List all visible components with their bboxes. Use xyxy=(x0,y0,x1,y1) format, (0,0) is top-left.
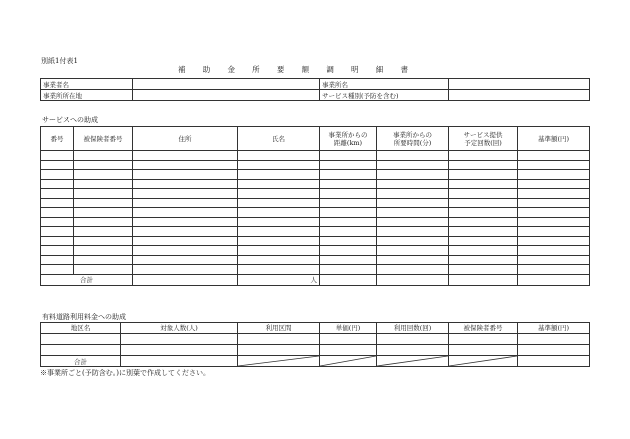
entry-cell[interactable] xyxy=(74,189,133,199)
services-total-cell[interactable] xyxy=(320,274,377,285)
services-total-label: 合計 xyxy=(41,274,133,285)
table-row xyxy=(41,189,590,199)
entry-cell[interactable] xyxy=(133,198,238,208)
toll-cell[interactable] xyxy=(377,345,449,356)
toll-cell[interactable] xyxy=(518,334,590,345)
entry-cell[interactable] xyxy=(74,255,133,265)
entry-cell[interactable] xyxy=(41,198,74,208)
entry-cell[interactable] xyxy=(449,198,518,208)
entry-cell[interactable] xyxy=(449,179,518,189)
table-row xyxy=(41,255,590,265)
entry-cell[interactable] xyxy=(518,179,590,189)
entry-cell[interactable] xyxy=(133,151,238,161)
footnote: ※事業所ごと(予防含む。)に別葉で作成してください。 xyxy=(40,369,210,377)
col-header-address: 住所 xyxy=(133,127,238,151)
entry-cell[interactable] xyxy=(238,217,320,227)
toll-cell[interactable] xyxy=(41,334,121,345)
document-title xyxy=(178,64,408,75)
col-header-number: 番号 xyxy=(41,127,74,151)
entry-cell[interactable] xyxy=(320,198,377,208)
col-header-base-amount: 基準額(円) xyxy=(518,323,590,334)
entry-cell[interactable] xyxy=(449,236,518,246)
entry-cell[interactable] xyxy=(133,265,238,275)
services-total-person-unit: 人 xyxy=(238,274,320,285)
entry-cell[interactable] xyxy=(238,170,320,180)
col-header-target-count: 対象人数(人) xyxy=(121,323,238,334)
entry-cell[interactable] xyxy=(238,151,320,161)
entry-cell[interactable] xyxy=(238,189,320,199)
services-section-title: サービスへの助成 xyxy=(42,116,98,124)
diagonal-cell xyxy=(377,356,449,367)
entry-cell[interactable] xyxy=(133,217,238,227)
diagonal-cell xyxy=(238,356,320,367)
entry-cell[interactable] xyxy=(133,246,238,256)
table-row xyxy=(41,265,590,275)
entry-cell[interactable] xyxy=(238,246,320,256)
table-row xyxy=(41,151,590,161)
entry-cell[interactable] xyxy=(320,160,377,170)
services-total-cell[interactable] xyxy=(518,274,590,285)
title-char: 額 xyxy=(301,65,310,74)
services-table xyxy=(40,126,590,286)
entry-cell[interactable] xyxy=(518,246,590,256)
entry-cell[interactable] xyxy=(320,170,377,180)
toll-cell[interactable] xyxy=(449,334,518,345)
table-row xyxy=(41,179,590,189)
entry-cell[interactable] xyxy=(41,227,74,237)
entry-cell[interactable] xyxy=(74,217,133,227)
entry-cell[interactable] xyxy=(238,208,320,218)
office-address-value[interactable] xyxy=(133,90,320,101)
services-total-cell[interactable] xyxy=(449,274,518,285)
tolls-table xyxy=(40,322,590,367)
col-header-use-count: 利用回数(回) xyxy=(377,323,449,334)
toll-cell[interactable] xyxy=(320,345,377,356)
diagonal-cell xyxy=(320,356,377,367)
tolls-total-amount[interactable] xyxy=(518,356,590,367)
entry-cell[interactable] xyxy=(41,265,74,275)
entry-cell[interactable] xyxy=(41,179,74,189)
info-table xyxy=(40,78,590,101)
entry-cell[interactable] xyxy=(320,227,377,237)
title-char: 所 xyxy=(252,65,260,74)
title-char: 書 xyxy=(400,65,408,74)
office-value[interactable] xyxy=(449,79,590,90)
tolls-total-count[interactable] xyxy=(121,356,238,367)
table-row xyxy=(41,227,590,237)
table-row xyxy=(41,217,590,227)
entry-cell[interactable] xyxy=(377,227,449,237)
entry-cell[interactable] xyxy=(238,255,320,265)
entry-cell[interactable] xyxy=(518,265,590,275)
title-char: 要 xyxy=(276,65,285,74)
col-header-unit-price: 単価(円) xyxy=(320,323,377,334)
office-label: 事業所名 xyxy=(320,79,449,90)
office-address-label: 事業所所在地 xyxy=(41,90,133,101)
service-type-label: サービス種別(予防を含む) xyxy=(320,90,449,101)
entry-cell[interactable] xyxy=(449,189,518,199)
entry-cell[interactable] xyxy=(518,236,590,246)
col-header-insured-number: 被保険者番号 xyxy=(449,323,518,334)
entry-cell[interactable] xyxy=(449,208,518,218)
entry-cell[interactable] xyxy=(41,189,74,199)
table-row xyxy=(41,170,590,180)
toll-cell[interactable] xyxy=(121,334,238,345)
table-row xyxy=(41,198,590,208)
entry-cell[interactable] xyxy=(41,160,74,170)
col-header-travel-time: 事業所からの 所要時間(分) xyxy=(377,127,449,151)
entry-cell[interactable] xyxy=(133,160,238,170)
entry-cell[interactable] xyxy=(41,151,74,161)
office-name-label: 事業者名 xyxy=(41,79,133,90)
title-char: 細 xyxy=(375,65,384,74)
entry-cell[interactable] xyxy=(74,265,133,275)
entry-cell[interactable] xyxy=(377,255,449,265)
entry-cell[interactable] xyxy=(238,160,320,170)
toll-cell[interactable] xyxy=(320,334,377,345)
toll-cell[interactable] xyxy=(238,334,320,345)
entry-cell[interactable] xyxy=(518,151,590,161)
entry-cell[interactable] xyxy=(377,189,449,199)
table-row xyxy=(41,236,590,246)
entry-cell[interactable] xyxy=(320,246,377,256)
office-name-value[interactable] xyxy=(133,79,320,90)
entry-cell[interactable] xyxy=(449,217,518,227)
entry-cell[interactable] xyxy=(377,217,449,227)
entry-cell[interactable] xyxy=(377,170,449,180)
entry-cell[interactable] xyxy=(518,160,590,170)
entry-cell[interactable] xyxy=(74,246,133,256)
entry-cell[interactable] xyxy=(74,227,133,237)
entry-cell[interactable] xyxy=(238,179,320,189)
entry-cell[interactable] xyxy=(238,227,320,237)
entry-cell[interactable] xyxy=(74,179,133,189)
entry-cell[interactable] xyxy=(133,179,238,189)
form-code: 別紙1付表1 xyxy=(41,57,78,65)
diagonal-cell xyxy=(449,356,518,367)
entry-cell[interactable] xyxy=(518,208,590,218)
toll-cell[interactable] xyxy=(449,345,518,356)
entry-cell[interactable] xyxy=(238,265,320,275)
entry-cell[interactable] xyxy=(74,170,133,180)
entry-cell[interactable] xyxy=(74,236,133,246)
entry-cell[interactable] xyxy=(449,227,518,237)
entry-cell[interactable] xyxy=(449,265,518,275)
entry-cell[interactable] xyxy=(74,151,133,161)
title-char: 調 xyxy=(326,65,334,74)
table-row xyxy=(41,208,590,218)
title-char: 明 xyxy=(351,65,359,74)
entry-cell[interactable] xyxy=(449,255,518,265)
entry-cell[interactable] xyxy=(377,265,449,275)
entry-cell[interactable] xyxy=(518,170,590,180)
entry-cell[interactable] xyxy=(41,246,74,256)
col-header-planned-visits: サービス提供 予定回数(回) xyxy=(449,127,518,151)
services-total-cell[interactable] xyxy=(377,274,449,285)
toll-cell[interactable] xyxy=(41,345,121,356)
entry-cell[interactable] xyxy=(320,255,377,265)
entry-cell[interactable] xyxy=(133,170,238,180)
entry-cell[interactable] xyxy=(449,170,518,180)
entry-cell[interactable] xyxy=(41,217,74,227)
entry-cell[interactable] xyxy=(518,198,590,208)
entry-cell[interactable] xyxy=(377,198,449,208)
title-char: 助 xyxy=(202,65,211,74)
col-header-distance: 事業所からの 距離(km) xyxy=(320,127,377,151)
entry-cell[interactable] xyxy=(377,151,449,161)
entry-cell[interactable] xyxy=(449,160,518,170)
entry-cell[interactable] xyxy=(377,236,449,246)
entry-cell[interactable] xyxy=(518,227,590,237)
entry-cell[interactable] xyxy=(518,217,590,227)
entry-cell[interactable] xyxy=(518,189,590,199)
entry-cell[interactable] xyxy=(238,236,320,246)
entry-cell[interactable] xyxy=(518,255,590,265)
entry-cell[interactable] xyxy=(238,198,320,208)
entry-cell[interactable] xyxy=(41,255,74,265)
tolls-section-title: 有料道路利用料金への助成 xyxy=(42,313,126,321)
entry-cell[interactable] xyxy=(320,208,377,218)
col-header-name: 氏名 xyxy=(238,127,320,151)
toll-cell[interactable] xyxy=(121,345,238,356)
title-char: 補 xyxy=(178,65,186,74)
services-total-address xyxy=(133,274,238,285)
entry-cell[interactable] xyxy=(133,189,238,199)
service-type-value[interactable] xyxy=(449,90,590,101)
table-row xyxy=(41,246,590,256)
entry-cell[interactable] xyxy=(133,208,238,218)
entry-cell[interactable] xyxy=(320,236,377,246)
col-header-district: 地区名 xyxy=(41,323,121,334)
col-header-section: 利用区間 xyxy=(238,323,320,334)
entry-cell[interactable] xyxy=(320,189,377,199)
entry-cell[interactable] xyxy=(320,151,377,161)
entry-cell[interactable] xyxy=(377,179,449,189)
entry-cell[interactable] xyxy=(41,236,74,246)
entry-cell[interactable] xyxy=(377,208,449,218)
tolls-total-label: 合計 xyxy=(41,356,121,367)
entry-cell[interactable] xyxy=(74,208,133,218)
entry-cell[interactable] xyxy=(377,246,449,256)
entry-cell[interactable] xyxy=(41,170,74,180)
title-char: 金 xyxy=(227,65,235,74)
toll-cell[interactable] xyxy=(518,345,590,356)
entry-cell[interactable] xyxy=(41,208,74,218)
entry-cell[interactable] xyxy=(449,151,518,161)
toll-cell[interactable] xyxy=(238,345,320,356)
entry-cell[interactable] xyxy=(449,246,518,256)
col-header-insured-number: 被保険者番号 xyxy=(74,127,133,151)
entry-cell[interactable] xyxy=(74,160,133,170)
col-header-base-amount: 基準額(円) xyxy=(518,127,590,151)
entry-cell[interactable] xyxy=(133,236,238,246)
entry-cell[interactable] xyxy=(320,217,377,227)
entry-cell[interactable] xyxy=(133,255,238,265)
entry-cell[interactable] xyxy=(320,265,377,275)
entry-cell[interactable] xyxy=(377,160,449,170)
table-row xyxy=(41,160,590,170)
toll-cell[interactable] xyxy=(377,334,449,345)
entry-cell[interactable] xyxy=(74,198,133,208)
entry-cell[interactable] xyxy=(320,179,377,189)
entry-cell[interactable] xyxy=(133,227,238,237)
